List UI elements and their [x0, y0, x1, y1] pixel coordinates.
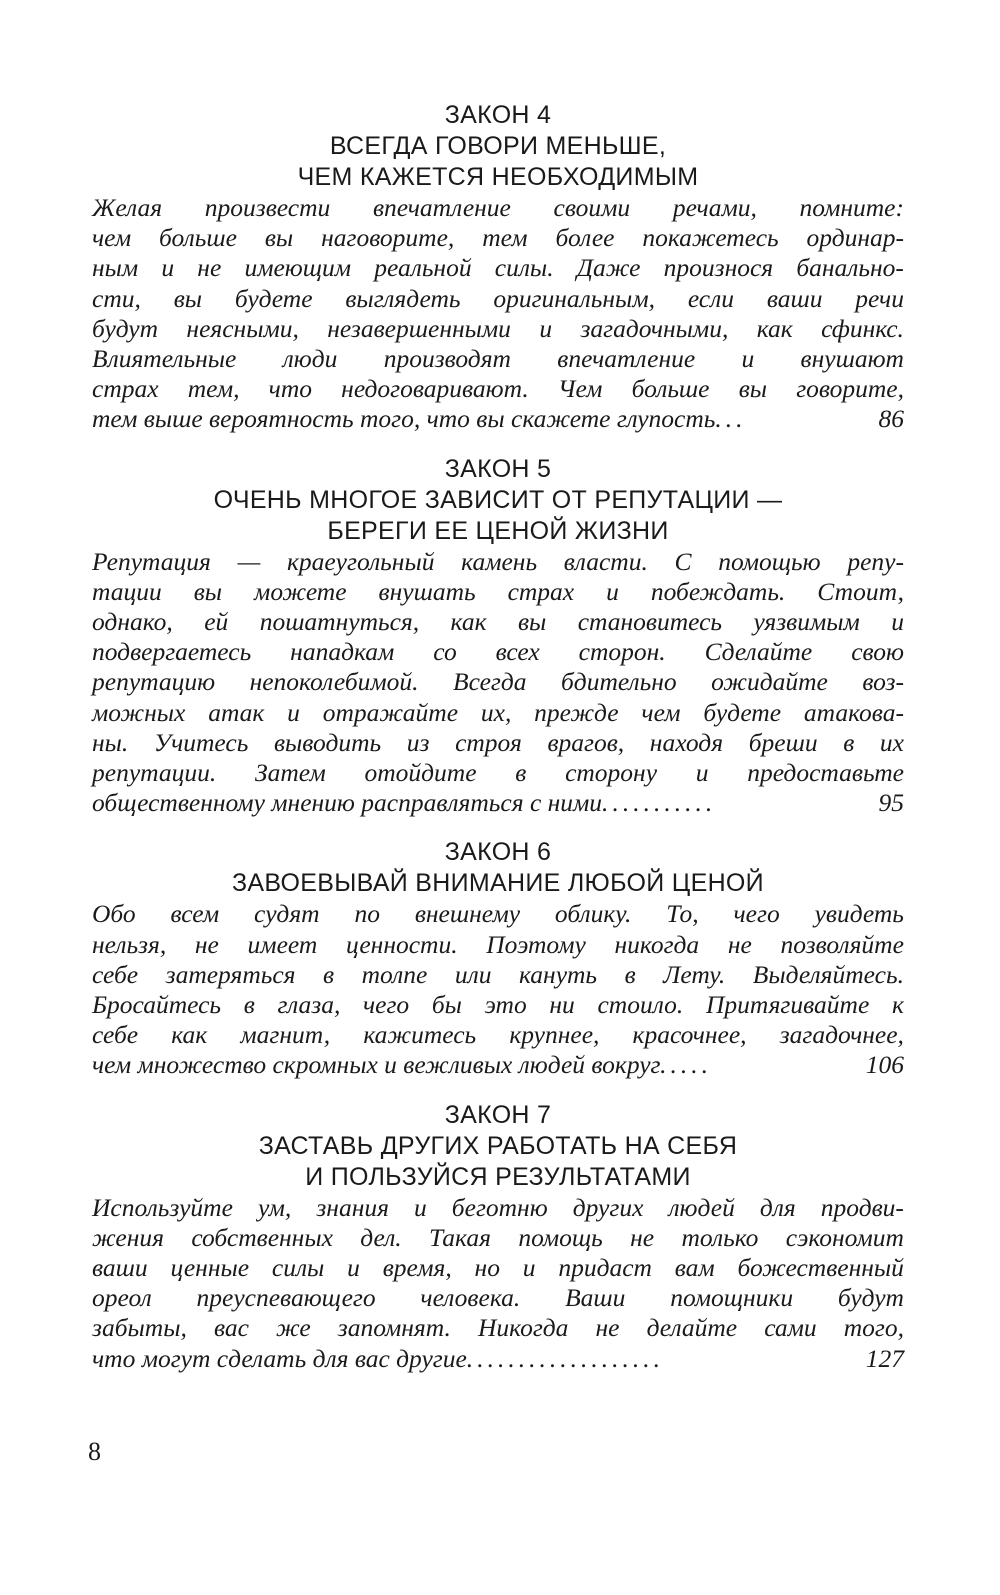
summary-line: будут неясными, незавершенными и загадочными, как сфинкс.	[92, 313, 904, 343]
summary-line: чем больше вы наговорите, тем более покажетесь ординар-	[92, 223, 904, 253]
summary-line: подвергаетесь нападкам со всех сторон. Сделайте свою	[92, 637, 904, 667]
summary-line: нельзя, не имеет ценности. Поэтому никогда не позволяйте	[92, 929, 904, 959]
summary-line: общественному мнению расправляться с ними.	[92, 788, 609, 818]
law-number: ЗАКОН 7	[444, 1100, 552, 1129]
law-number: ЗАКОН 5	[444, 454, 552, 483]
summary-line: жения собственных дел. Такая помощь не только сэкономит	[92, 1222, 904, 1252]
leader-dots: ..........	[612, 788, 717, 818]
summary-line: Бросайтесь в глаза, чего бы это ни стоило. Притягивайте к	[92, 990, 904, 1020]
leader-dots: ..	[725, 404, 747, 434]
law-entry-5	[92, 454, 904, 819]
summary-line: себе как магнит, кажитесь крупнее, красочнее, загадочнее,	[92, 1020, 904, 1050]
law-title-line: ЗАСТАВЬ ДРУГИХ РАБОТАТЬ НА СЕБЯ	[258, 1131, 738, 1160]
summary-line: Желая произвести впечатление своими речами, помните:	[92, 193, 904, 222]
summary-line: Обо всем судят по внешнему облику. То, чего увидеть	[92, 899, 904, 929]
summary-line: сти, вы будете выглядеть оригинальным, если ваши речи	[92, 283, 904, 313]
law-title-line: И ПОЛЬЗУЙСЯ РЕЗУЛЬТАТАМИ	[305, 1162, 691, 1191]
law-title-line: ЗАВОЕВЫВАЙ ВНИМАНИЕ ЛЮБОЙ ЦЕНОЙ	[232, 869, 764, 898]
summary-line: репутации. Затем отойдите в сторону и предоставьте	[92, 758, 904, 788]
law-number: ЗАКОН 6	[444, 838, 552, 867]
summary-line: ны. Учитесь выводить из строя врагов, находя бреши в их	[92, 727, 904, 757]
summary-line: однако, ей пошатнуться, как вы становитесь уязвимым и	[92, 607, 904, 637]
law-title-line: ЧЕМ КАЖЕТСЯ НЕОБХОДИМЫМ	[297, 163, 699, 191]
summary-line: Используйте ум, знания и беготню других людей для продви-	[92, 1192, 904, 1222]
summary-line: можных атак и отражайте их, прежде чем будете атакова-	[92, 697, 904, 727]
law-number: ЗАКОН 4	[444, 101, 552, 129]
summary-line: ным и не имеющим реальной силы. Даже произнося банально-	[92, 253, 904, 283]
summary-line: чем множество скромных и вежливых людей вокруг.	[92, 1050, 667, 1080]
summary-line: ореол преуспевающего человека. Ваши помощники будут	[92, 1283, 904, 1313]
law-summary	[92, 547, 904, 819]
page-reference[interactable]: 95	[878, 788, 904, 818]
law-entry-6	[92, 837, 904, 1080]
summary-line: себе затеряться в толпе или кануть в Лету. Выделяйтесь.	[92, 959, 904, 989]
law-summary	[92, 899, 904, 1080]
summary-line: забыты, вас же запомнят. Никогда не делайте сами того,	[92, 1313, 904, 1343]
summary-line: страх тем, что недоговаривают. Чем больше вы говорите,	[92, 374, 904, 404]
law-heading	[92, 454, 904, 547]
summary-line: Репутация — краеугольный камень власти. С помощью репу-	[92, 546, 904, 576]
law-heading	[92, 100, 904, 193]
law-heading	[92, 1100, 904, 1193]
leader-dots: ....	[670, 1050, 713, 1080]
law-summary	[92, 193, 904, 435]
summary-last-line	[92, 788, 904, 818]
summary-line: Влиятельные люди производят впечатление и внушают	[92, 344, 904, 374]
leader-dots: ..................	[477, 1343, 664, 1373]
summary-last-line	[92, 1344, 904, 1374]
law-summary	[92, 1193, 904, 1374]
summary-line: ваши ценные силы и время, но и придаст вам божественный	[92, 1253, 904, 1283]
summary-last-line	[92, 1050, 904, 1080]
page-reference[interactable]: 106	[865, 1050, 904, 1080]
law-title-line: ВСЕГДА ГОВОРИ МЕНЬШЕ,	[329, 132, 667, 160]
law-heading	[92, 837, 904, 899]
law-title-line: ОЧЕНЬ МНОГОЕ ЗАВИСИТ ОТ РЕПУТАЦИИ —	[213, 485, 783, 514]
page-number: 8	[88, 1437, 101, 1466]
table-of-contents-page	[92, 100, 904, 1374]
page-reference[interactable]: 127	[865, 1343, 904, 1373]
page-reference[interactable]: 86	[878, 404, 904, 434]
summary-line: что могут сделать для вас другие.	[92, 1343, 474, 1373]
law-title-line: БЕРЕГИ ЕЕ ЦЕНОЙ ЖИЗНИ	[327, 516, 669, 545]
summary-last-line	[92, 404, 904, 434]
summary-line: тем выше вероятность того, что вы скажете глупость.	[92, 404, 722, 434]
summary-line: тации вы можете внушать страх и побеждать. Стоит,	[92, 576, 904, 606]
law-entry-7	[92, 1100, 904, 1374]
summary-line: репутацию непоколебимой. Всегда бдительно ожидайте воз-	[92, 667, 904, 697]
law-entry-4	[92, 100, 904, 435]
